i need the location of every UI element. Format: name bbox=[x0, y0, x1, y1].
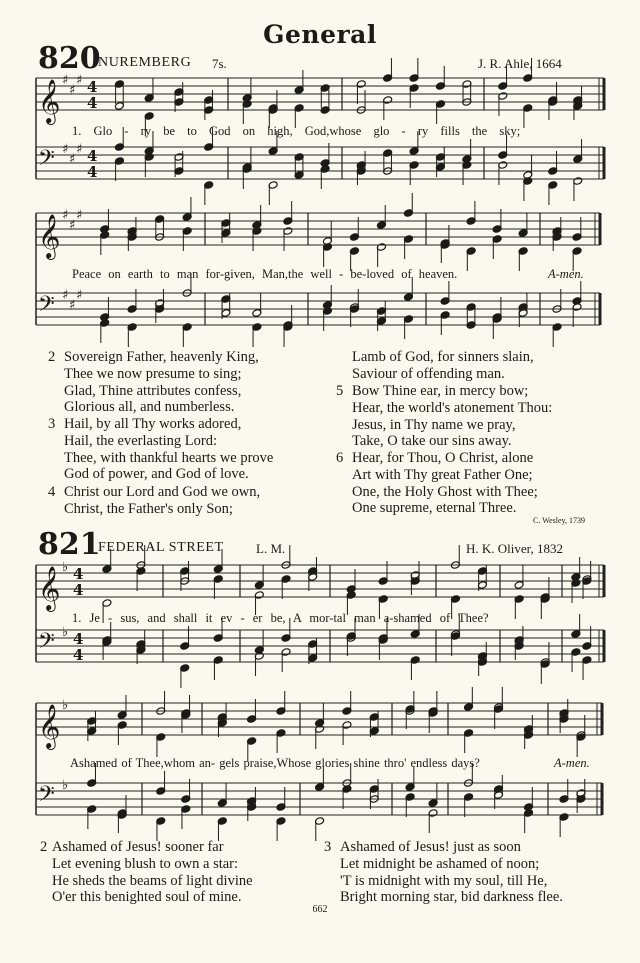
hymn-821-number: 821 bbox=[38, 527, 101, 562]
flat-icon: ♭ bbox=[62, 560, 69, 575]
sharp-icon: ♯ bbox=[76, 288, 83, 303]
hymn-820-verse-2: Sovereign Father, heavenly King, Thee we now presume to sing; Glad, Thine attributes confess, Glorious all, and numberless. bbox=[64, 349, 259, 416]
flat-icon: ♭ bbox=[62, 698, 69, 713]
sharp-icon: ♯ bbox=[76, 142, 83, 157]
flat-icon: ♭ bbox=[62, 625, 69, 640]
treble-clef-icon: 𝄞 bbox=[38, 704, 61, 748]
section-title: General bbox=[263, 20, 377, 49]
bass-clef-icon: 𝄢 bbox=[38, 146, 55, 176]
sharp-icon: ♯ bbox=[76, 208, 83, 223]
time-signature-digit: 4 bbox=[73, 630, 84, 648]
hymn-821-verse-2: Ashamed of Jesus! sooner far Let evening blush to own a star: He sheds the beams of light divine O'er this benighted soul of mine. bbox=[52, 839, 253, 906]
sharp-icon: ♯ bbox=[69, 298, 76, 313]
hymn-821-verse-3: Ashamed of Jesus! just as soon Let midnight be ashamed of noon; 'T is midnight with my soul, till He, Bright morning star, bid darkness flee. bbox=[340, 839, 563, 906]
staff-5 bbox=[36, 565, 604, 597]
page-number: 662 bbox=[312, 904, 328, 915]
hymn-820-text-credit: C. Wesley, 1739 bbox=[533, 516, 586, 525]
bass-clef-icon: 𝄢 bbox=[38, 629, 55, 659]
staff-4 bbox=[36, 293, 600, 325]
hymn-821-lyrics-line-1: 1. Je - sus, and shall it ev - er be, A mor-tal man a-shamed of Thee? bbox=[72, 611, 489, 625]
time-signature-digit: 4 bbox=[87, 163, 98, 181]
hymn-820-tune-name: NUREMBERG bbox=[98, 55, 192, 70]
hymn-820-verse-3-number: 3 bbox=[48, 416, 56, 432]
hymn-820-verse-5-number: 5 bbox=[336, 383, 344, 399]
hymn-820-amen: A-men. bbox=[548, 267, 584, 281]
hymn-820-verse-4: Christ our Lord and God we own, Christ, the Father's only Son; bbox=[64, 484, 261, 517]
hymn-821-lyrics-line-2: Ashamed of Thee,whom an- gels praise,Whose glories shine thro' endless days? bbox=[70, 756, 480, 770]
bass-clef-icon: 𝄢 bbox=[38, 782, 55, 812]
time-signature-digit: 4 bbox=[87, 94, 98, 112]
hymn-820-verse-2-number: 2 bbox=[48, 349, 56, 365]
time-signature-digit: 4 bbox=[87, 147, 98, 165]
time-signature-digit: 4 bbox=[73, 646, 84, 664]
sharp-icon: ♯ bbox=[69, 83, 76, 98]
bass-clef-icon: 𝄢 bbox=[38, 292, 55, 322]
sharp-icon: ♯ bbox=[62, 208, 69, 223]
hymn-820-verse-4-continued: Lamb of God, for sinners slain, Saviour of offending man. bbox=[352, 349, 534, 382]
sharp-icon: ♯ bbox=[62, 73, 69, 88]
treble-clef-icon: 𝄞 bbox=[38, 566, 61, 610]
hymn-821-tune-name: FEDERAL STREET bbox=[98, 540, 224, 555]
hymn-820-verse-3: Hail, by all Thy works adored, Hail, the everlasting Lord: Thee, with thankful hearts we prove God of power, and God of love. bbox=[64, 416, 274, 483]
hymn-820-verse-6: Hear, for Thou, O Christ, alone Art with Thy great Father One; One, the Holy Ghost with Thee; One supreme, eternal Three. bbox=[352, 450, 538, 517]
hymn-821-amen: A-men. bbox=[554, 756, 590, 770]
hymn-820-lyrics-line-1: 1. Glo - ry be to God on high, God,whose glo - ry fills the sky; bbox=[72, 124, 521, 138]
hymn-821-composer: H. K. Oliver, 1832 bbox=[466, 541, 563, 556]
time-signature-digit: 4 bbox=[87, 78, 98, 96]
staff-3 bbox=[36, 213, 600, 245]
hymn-820-composer: J. R. Ahle, 1664 bbox=[478, 56, 562, 71]
time-signature-digit: 4 bbox=[73, 565, 84, 583]
time-signature-digit: 4 bbox=[73, 581, 84, 599]
flat-icon: ♭ bbox=[62, 778, 69, 793]
staff-7 bbox=[36, 703, 602, 735]
sharp-icon: ♯ bbox=[76, 73, 83, 88]
hymn-820-verse-5: Bow Thine ear, in mercy bow; Hear, the world's atonement Thou: Jesus, in Thy name we pray, Take, O take our sins away. bbox=[352, 383, 553, 450]
hymn-820-verse-4-number: 4 bbox=[48, 484, 56, 500]
sharp-icon: ♯ bbox=[62, 288, 69, 303]
sharp-icon: ♯ bbox=[69, 218, 76, 233]
treble-clef-icon: 𝄞 bbox=[38, 214, 61, 258]
sharp-icon: ♯ bbox=[62, 142, 69, 157]
hymn-820-lyrics-line-2: Peace on earth to man for-given, Man,the well - be-loved of heaven. bbox=[72, 267, 458, 281]
hymn-821-meter: L. M. bbox=[256, 541, 286, 556]
hymn-820-verse-6-number: 6 bbox=[336, 450, 344, 466]
treble-clef-icon: 𝄞 bbox=[38, 79, 61, 123]
hymn-820-meter: 7s. bbox=[212, 56, 227, 71]
hymn-820-number: 820 bbox=[38, 41, 101, 76]
hymn-821-verse-2-number: 2 bbox=[40, 839, 48, 855]
sharp-icon: ♯ bbox=[69, 152, 76, 167]
hymn-821-verse-3-number: 3 bbox=[324, 839, 332, 855]
